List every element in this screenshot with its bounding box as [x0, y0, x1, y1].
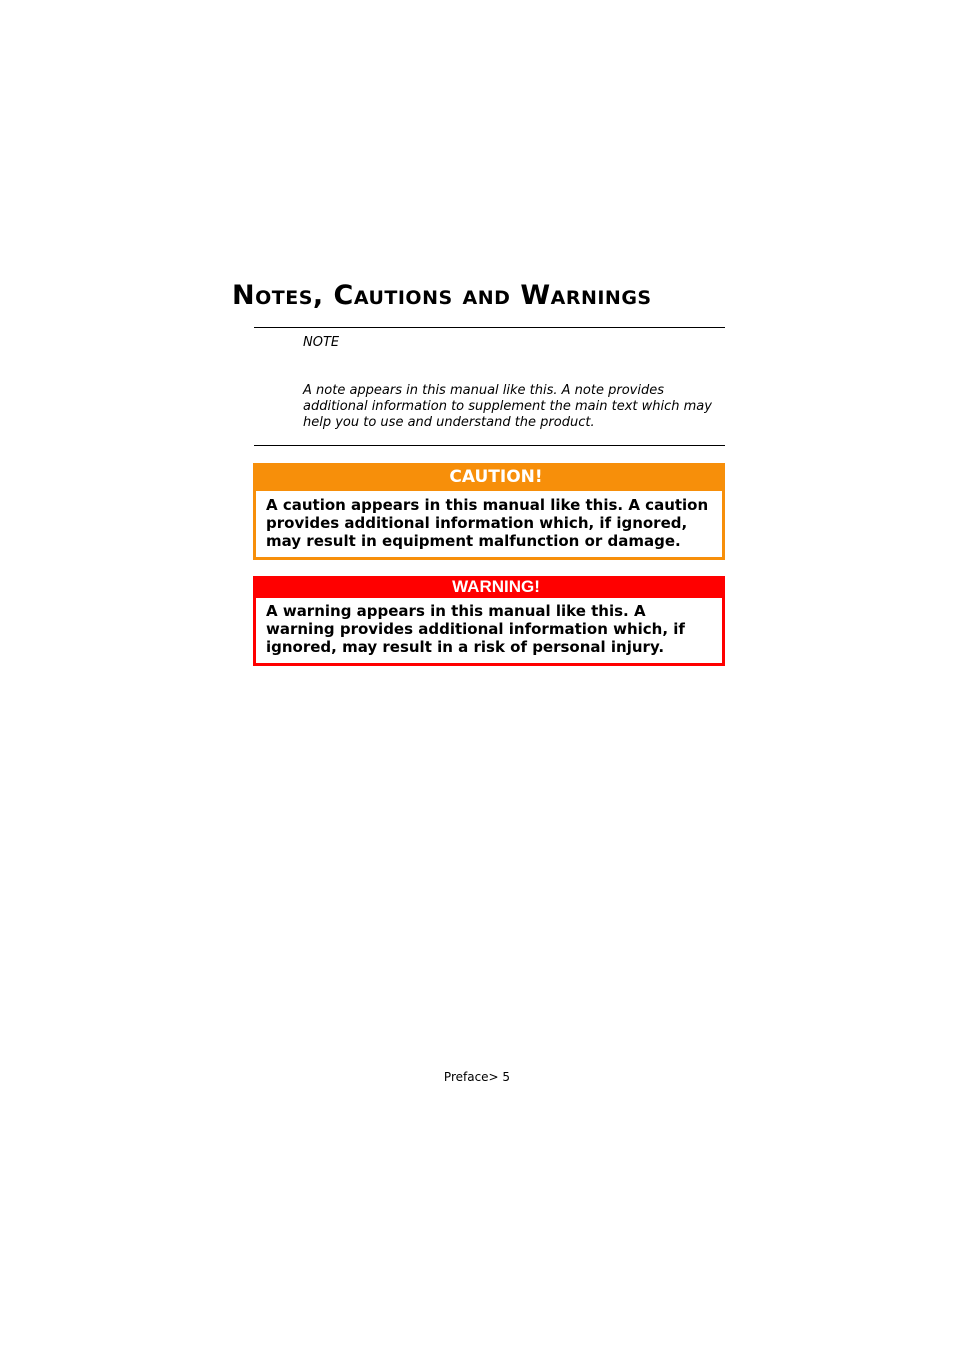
caution-box — [253, 463, 725, 560]
note-top-rule — [254, 327, 725, 328]
note-text: A note appears in this manual like this. A note provides additional information to supplement the main text which may help you to use and understand the product. — [303, 383, 712, 430]
note-bottom-rule — [254, 445, 725, 446]
warning-header: WARNING! — [253, 576, 725, 598]
page-footer: Preface> 5 — [443, 1070, 511, 1084]
caution-header: CAUTION! — [253, 463, 725, 491]
warning-box — [253, 576, 725, 666]
caution-text: A caution appears in this manual like this. A caution provides additional information which, if ignored, may result in equipment malfunction or damage. — [266, 496, 709, 550]
warning-text: A warning appears in this manual like this. A warning provides additional information which, if ignored, may result in a risk of personal injury. — [266, 602, 685, 656]
page-title: Notes, Cautions and Warnings — [232, 280, 652, 311]
note-label: NOTE — [303, 335, 340, 350]
